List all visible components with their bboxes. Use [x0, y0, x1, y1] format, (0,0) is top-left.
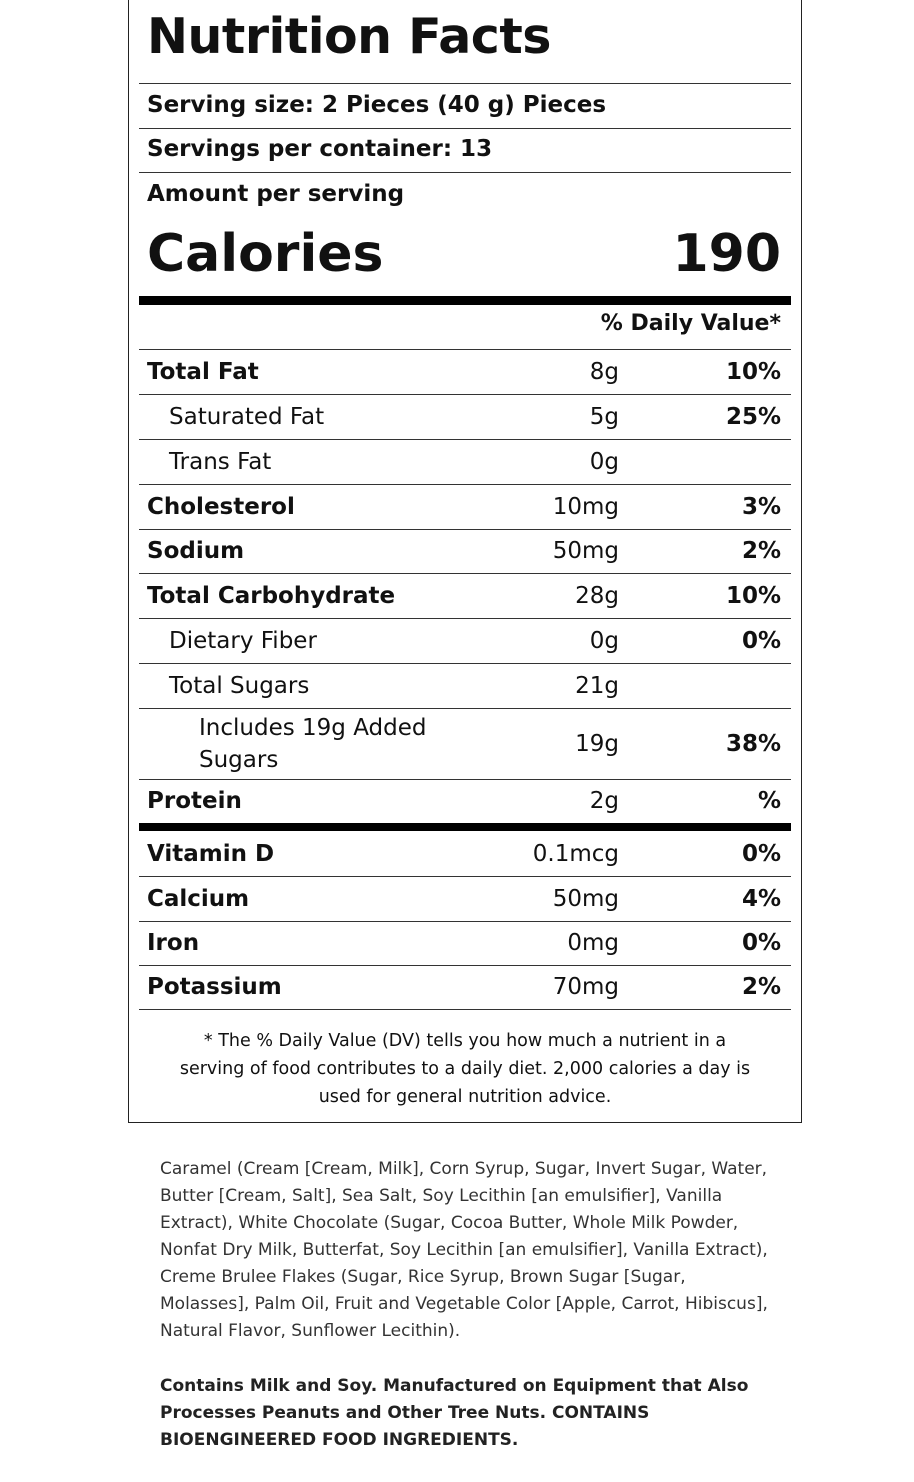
- vitamin-daily-value: 0%: [741, 930, 781, 956]
- nutrient-daily-value: 10%: [725, 358, 781, 385]
- divider: [139, 1009, 791, 1010]
- divider: [139, 83, 791, 84]
- thick-divider: [139, 296, 791, 305]
- nutrient-name: Includes 19g Added Sugars: [199, 714, 427, 773]
- nutrient-name: Trans Fat: [169, 448, 272, 475]
- calories-label: Calories: [147, 224, 384, 284]
- nutrient-name: Cholesterol: [147, 493, 295, 520]
- vitamin-row: [139, 965, 791, 1009]
- nutrition-facts-title: Nutrition Facts: [147, 8, 551, 65]
- vitamin-daily-value: 4%: [741, 885, 781, 912]
- nutrient-row: [139, 439, 791, 484]
- vitamin-amount: 0mg: [567, 930, 619, 956]
- nutrient-daily-value: %: [757, 788, 781, 814]
- nutrient-amount: 28g: [575, 582, 619, 609]
- nutrient-name: Dietary Fiber: [169, 627, 317, 654]
- nutrient-name: Sodium: [147, 538, 245, 564]
- nutrient-daily-value: 10%: [725, 582, 781, 609]
- vitamin-row: [139, 831, 791, 876]
- nutrient-daily-value: 2%: [741, 538, 781, 564]
- nutrient-name: Total Sugars: [169, 672, 310, 699]
- nutrient-name: Saturated Fat: [169, 403, 325, 430]
- thick-divider: [139, 823, 791, 831]
- nutrient-row: [139, 573, 791, 618]
- vitamin-amount: 70mg: [552, 974, 619, 1000]
- daily-value-header: % Daily Value*: [600, 311, 781, 336]
- divider: [139, 172, 791, 173]
- nutrient-daily-value: 3%: [741, 493, 781, 520]
- nutrient-amount: 21g: [575, 672, 619, 699]
- ingredients-text: Caramel (Cream [Cream, Milk], Corn Syrup, Sugar, Invert Sugar, Water, Butter [Cream, Salt], Sea Salt, Soy Lecithin [an emulsifier], Vanilla Extract), White Chocolate (Sugar, Cocoa Butter, Whole Milk Powder, Nonfat Dry Milk, Butterfat, Soy Lecithin [an emulsifier], Vanilla Extract), Creme Brulee Flakes (Sugar, Rice Syrup, Brown Sugar [Sugar, Molasses], Palm Oil, Fruit and Vegetable Color [Apple, Carrot, Hibiscus], Natural Flavor, Sunflower Lecithin).: [160, 1159, 768, 1341]
- nutrient-row: [139, 663, 791, 708]
- nutrient-amount: 0g: [589, 448, 619, 475]
- nutrient-row: [139, 484, 791, 529]
- nutrient-amount: 5g: [589, 403, 619, 430]
- nutrient-amount: 0g: [589, 627, 619, 654]
- nutrient-amount: 8g: [589, 358, 619, 385]
- vitamin-name: Vitamin D: [147, 840, 275, 867]
- divider: [139, 128, 791, 129]
- nutrient-daily-value: 0%: [741, 627, 781, 654]
- nutrient-name: Protein: [147, 788, 242, 814]
- vitamin-name: Iron: [147, 930, 200, 956]
- nutrient-row: [139, 394, 791, 439]
- nutrient-amount: 19g: [575, 730, 619, 757]
- nutrient-amount: 50mg: [552, 538, 619, 564]
- nutrition-facts-panel: [128, 0, 802, 1123]
- vitamin-row: [139, 876, 791, 921]
- vitamin-amount: 50mg: [552, 885, 619, 912]
- vitamin-row: [139, 921, 791, 965]
- nutrient-row: [139, 529, 791, 573]
- vitamin-name: Calcium: [147, 885, 250, 912]
- nutrient-daily-value: 25%: [725, 403, 781, 430]
- nutrient-amount: 2g: [589, 788, 619, 814]
- calories-value: 190: [672, 224, 781, 284]
- amount-per-serving: Amount per serving: [147, 181, 405, 207]
- nutrient-row: [139, 708, 791, 779]
- nutrient-row: [139, 779, 791, 823]
- vitamin-amount: 0.1mcg: [532, 840, 619, 867]
- nutrient-name: Total Fat: [147, 358, 259, 385]
- vitamin-name: Potassium: [147, 974, 282, 1000]
- daily-value-footnote: * The % Daily Value (DV) tells you how much a nutrient in a serving of food contributes to a daily diet. 2,000 calories a day is used for general nutrition advice.: [179, 1031, 751, 1107]
- allergen-statement: Contains Milk and Soy. Manufactured on Equipment that Also Processes Peanuts and Other Tree Nuts. CONTAINS BIOENGINEERED FOOD INGREDIENTS.: [160, 1376, 749, 1450]
- vitamin-daily-value: 0%: [741, 840, 781, 867]
- serving-size: Serving size: 2 Pieces (40 g) Pieces: [147, 92, 607, 118]
- nutrient-row: [139, 349, 791, 394]
- servings-per-container: Servings per container: 13: [147, 136, 493, 162]
- nutrient-daily-value: 38%: [725, 730, 781, 757]
- vitamin-daily-value: 2%: [741, 974, 781, 1000]
- nutrient-name: Total Carbohydrate: [147, 582, 396, 609]
- nutrient-row: [139, 618, 791, 663]
- nutrient-amount: 10mg: [552, 493, 619, 520]
